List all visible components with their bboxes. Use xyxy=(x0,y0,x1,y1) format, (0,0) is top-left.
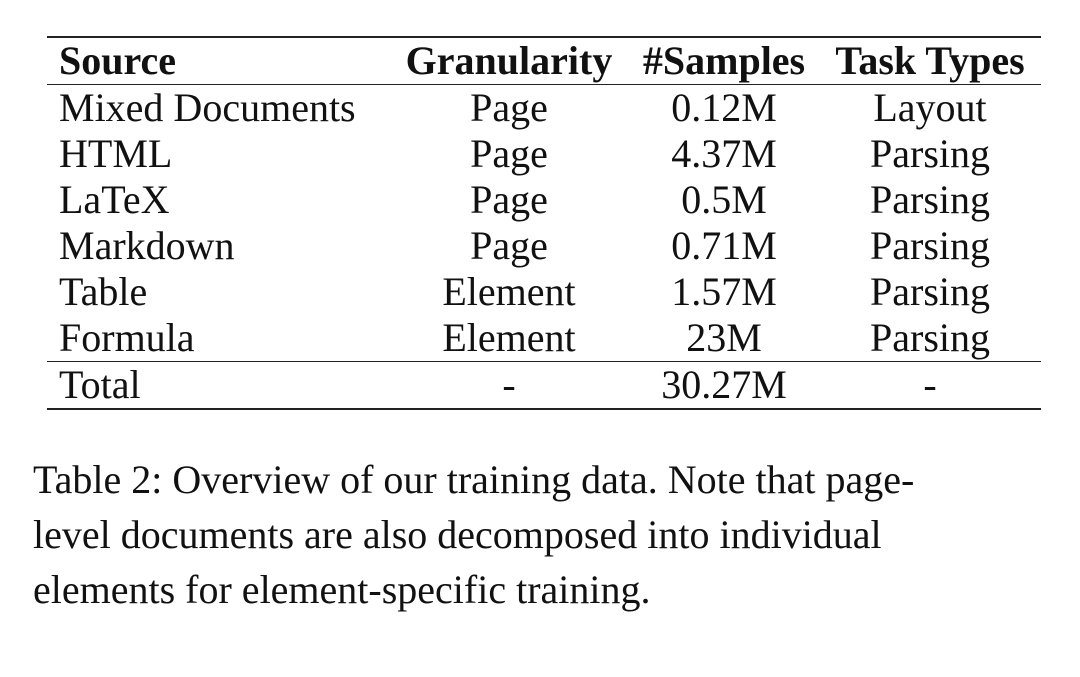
total-task-type: - xyxy=(923,362,937,407)
table-header xyxy=(47,37,1041,85)
header-source: Source xyxy=(59,38,177,83)
caption-line: elements for element-specific training. xyxy=(33,567,651,612)
table-row xyxy=(47,131,1041,177)
cell-granularity: Page xyxy=(470,85,548,130)
cell-samples: 0.12M xyxy=(671,85,777,130)
cell-granularity: Page xyxy=(470,177,548,222)
table-caption xyxy=(33,452,1053,617)
cell-samples: 23M xyxy=(686,315,762,360)
training-data-table-container xyxy=(47,36,1029,410)
cell-samples: 0.5M xyxy=(681,177,767,222)
cell-task-type: Layout xyxy=(873,85,987,130)
table-body xyxy=(47,85,1041,410)
table-row xyxy=(47,223,1041,269)
cell-task-type: Parsing xyxy=(870,269,990,314)
total-samples: 30.27M xyxy=(661,362,787,407)
cell-samples: 4.37M xyxy=(671,131,777,176)
header-samples: #Samples xyxy=(642,38,806,83)
total-granularity: - xyxy=(502,362,516,407)
total-label: Total xyxy=(59,362,141,407)
cell-task-type: Parsing xyxy=(870,315,990,360)
cell-task-type: Parsing xyxy=(870,131,990,176)
cell-source: LaTeX xyxy=(59,177,170,222)
table-row xyxy=(47,269,1041,315)
cell-source: Table xyxy=(59,269,148,314)
cell-task-type: Parsing xyxy=(870,177,990,222)
cell-source: HTML xyxy=(59,131,173,176)
header-granularity: Granularity xyxy=(405,38,613,83)
header-task-types: Task Types xyxy=(835,38,1025,83)
table-row xyxy=(47,177,1041,223)
header-row xyxy=(47,37,1041,85)
cell-source: Mixed Documents xyxy=(59,85,356,130)
training-data-table xyxy=(47,36,1041,410)
cell-granularity: Page xyxy=(470,223,548,268)
cell-source: Markdown xyxy=(59,223,235,268)
cell-granularity: Element xyxy=(442,269,576,314)
cell-task-type: Parsing xyxy=(870,223,990,268)
cell-granularity: Element xyxy=(442,315,576,360)
table-row xyxy=(47,315,1041,362)
cell-samples: 1.57M xyxy=(671,269,777,314)
caption-line: Table 2: Overview of our training data. Note that page- xyxy=(33,457,915,502)
table-row xyxy=(47,85,1041,132)
cell-source: Formula xyxy=(59,315,195,360)
cell-granularity: Page xyxy=(470,131,548,176)
total-row xyxy=(47,362,1041,410)
caption-line: level documents are also decomposed into individual xyxy=(33,512,882,557)
cell-samples: 0.71M xyxy=(671,223,777,268)
